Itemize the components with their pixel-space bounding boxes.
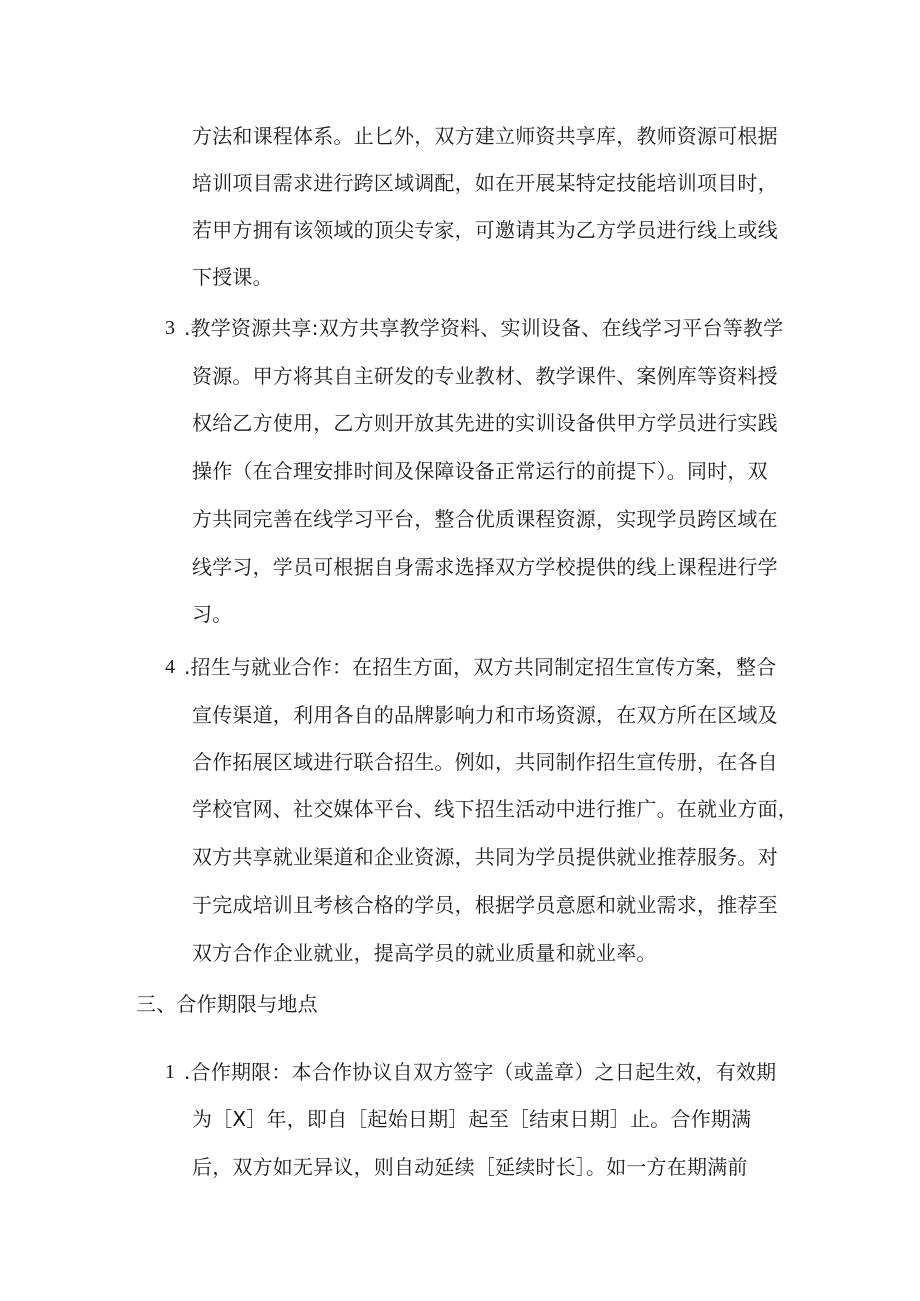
paragraph-line: 于完成培训且考核合格的学员，根据学员意愿和就业需求，推荐至	[192, 893, 778, 917]
paragraph-line: 学校官网、社交媒体平台、线下招生活动中进行推广。在就业方面，	[192, 797, 798, 821]
paragraph-line: 习。	[192, 602, 233, 626]
paragraph-line: 下授课。	[192, 265, 273, 289]
list-number: 1	[165, 1061, 175, 1083]
paragraph-line: 操作（在合理安排时间及保障设备正常运行的前提下）。同时，双	[192, 459, 768, 483]
paragraph-line: 双方合作企业就业，提高学员的就业质量和就业率。	[192, 941, 657, 965]
list-number: 3	[165, 317, 175, 339]
paragraph-line: 为［X］年，即自［起始日期］起至［结束日期］止。合作期满	[192, 1107, 752, 1131]
paragraph-line: 权给乙方使用，乙方则开放其先进的实训设备供甲方学员进行实践	[192, 411, 778, 435]
paragraph-line: 线学习，学员可根据自身需求选择双方学校提供的线上课程进行学	[192, 555, 778, 579]
paragraph-line: .招生与就业合作：在招生方面，双方共同制定招生宣传方案，整合	[184, 655, 777, 679]
section-heading: 三、合作期限与地点	[136, 992, 318, 1016]
list-number: 4	[165, 656, 175, 678]
paragraph-line: 若甲方拥有该领域的顶尖专家，可邀请其为乙方学员进行线上或线	[192, 218, 778, 242]
paragraph-line: .合作期限：本合作协议自双方签字（或盖章）之日起生效，有效期	[184, 1060, 777, 1084]
paragraph-line: 宣传渠道，利用各自的品牌影响力和市场资源，在双方所在区域及	[192, 703, 778, 727]
paragraph-line: .教学资源共享:双方共享教学资料、实训设备、在线学习平台等教学	[184, 316, 784, 340]
paragraph-line: 方法和课程体系。止匕外，双方建立师资共享库，教师资源可根据	[192, 124, 778, 148]
paragraph-line: 培训项目需求进行跨区域调配，如在开展某特定技能培训项目时，	[192, 171, 778, 195]
paragraph-line: 合作拓展区域进行联合招生。例如，共同制作招生宣传册，在各自	[192, 750, 778, 774]
paragraph-line: 后，双方如无异议，则自动延续［延续时长］。如一方在期满前	[192, 1155, 748, 1179]
paragraph-line: 双方共享就业渠道和企业资源，共同为学员提供就业推荐服务。对	[192, 845, 778, 869]
paragraph-line: 方共同完善在线学习平台，整合优质课程资源，实现学员跨区域在	[192, 507, 778, 531]
paragraph-line: 资源。甲方将其自主研发的专业教材、教学课件、案例库等资料授	[192, 364, 778, 388]
